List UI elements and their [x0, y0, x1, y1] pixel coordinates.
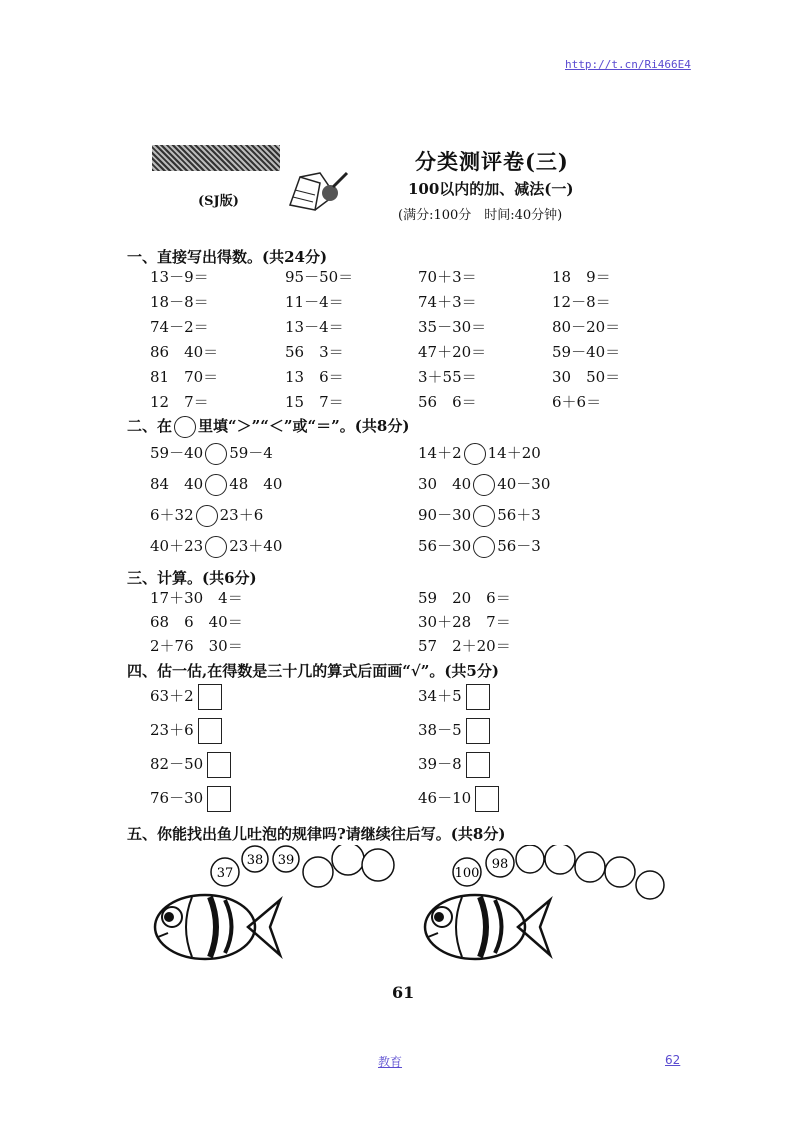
bubble[interactable] — [605, 857, 635, 887]
comparison-left: 56－30 — [418, 537, 472, 555]
estimate-expression: 23＋6 — [150, 721, 194, 739]
equation: 3＋55＝ — [418, 368, 477, 386]
comparison-left: 59－40 — [150, 444, 204, 462]
section1-heading: 一、直接写出得数。(共24分) — [127, 248, 328, 266]
bubble[interactable] — [303, 857, 333, 887]
equation: 47＋20＝ — [418, 343, 487, 361]
equation: 13－9＝ — [150, 268, 209, 286]
fish-2 — [425, 895, 550, 959]
estimate-item — [150, 752, 231, 778]
comparison-circle[interactable] — [196, 505, 218, 527]
equation: 74－2＝ — [150, 318, 209, 336]
comparison-right: 23＋6 — [219, 506, 264, 524]
bubble[interactable] — [636, 871, 664, 899]
section2-heading — [127, 415, 409, 438]
score-time: (满分:100分 时间:40分钟) — [398, 208, 563, 223]
comparison-left: 14＋2 — [418, 444, 462, 462]
estimate-expression: 39－8 — [418, 755, 462, 773]
comparison-right: 48 40 — [229, 475, 283, 493]
estimate-expression: 38－5 — [418, 721, 462, 739]
equation: 86 40＝ — [150, 343, 219, 361]
comparison-circle[interactable] — [205, 474, 227, 496]
fish-illustration-2 — [420, 845, 680, 975]
comparison-right: 40－30 — [497, 475, 551, 493]
book-icon — [285, 165, 355, 215]
equation: 95－50＝ — [285, 268, 354, 286]
equation: 15 7＝ — [285, 393, 344, 411]
bubble[interactable] — [545, 845, 575, 874]
section5-heading: 五、你能找出鱼儿吐泡的规律吗?请继续往后写。(共8分) — [127, 825, 506, 843]
bubble[interactable] — [575, 852, 605, 882]
comparison-right: 59－4 — [229, 444, 273, 462]
equation: 59－40＝ — [552, 343, 621, 361]
series-badge — [152, 145, 280, 171]
equation: 30 50＝ — [552, 368, 621, 386]
equation: 6＋6＝ — [552, 393, 602, 411]
comparison-left: 40＋23 — [150, 537, 204, 555]
equation: 56 6＝ — [418, 393, 477, 411]
comparison-circle[interactable] — [205, 443, 227, 465]
equation: 13 6＝ — [285, 368, 344, 386]
estimate-item — [150, 684, 222, 710]
check-box[interactable] — [475, 786, 499, 812]
check-box[interactable] — [466, 752, 490, 778]
bubble-number: 37 — [216, 866, 234, 881]
estimate-item — [150, 786, 231, 812]
bubble[interactable] — [516, 845, 544, 873]
comparison-item — [150, 442, 273, 465]
comparison-item — [150, 535, 282, 558]
comparison-left: 30 40 — [418, 475, 472, 493]
estimate-expression: 76－30 — [150, 789, 204, 807]
check-box[interactable] — [466, 684, 490, 710]
fish1-bubbles — [211, 845, 394, 887]
estimate-item — [418, 786, 499, 812]
comparison-circle[interactable] — [473, 536, 495, 558]
comparison-left: 6＋32 — [150, 506, 194, 524]
bubble[interactable] — [362, 849, 394, 881]
check-box[interactable] — [198, 718, 222, 744]
footer-link[interactable]: 教育 — [378, 1055, 403, 1069]
bubble-number: 100 — [454, 866, 480, 881]
equation: 74＋3＝ — [418, 293, 477, 311]
circle-icon — [174, 416, 196, 438]
comparison-circle[interactable] — [205, 536, 227, 558]
bubble-number: 39 — [277, 853, 295, 868]
equation: 18 9＝ — [552, 268, 611, 286]
equation: 70＋3＝ — [418, 268, 477, 286]
equation: 12－8＝ — [552, 293, 611, 311]
fish-1 — [155, 895, 280, 959]
comparison-left: 84 40 — [150, 475, 204, 493]
section2-heading-a: 二、在 — [127, 417, 173, 435]
estimate-expression: 34＋5 — [418, 687, 462, 705]
page-subtitle: 100以内的加、减法(一) — [408, 180, 574, 198]
equation: 56 3＝ — [285, 343, 344, 361]
comparison-left: 90－30 — [418, 506, 472, 524]
estimate-item — [150, 718, 222, 744]
comparison-right: 56＋3 — [497, 506, 541, 524]
check-box[interactable] — [207, 752, 231, 778]
equation: 81 70＝ — [150, 368, 219, 386]
comparison-circle[interactable] — [473, 474, 495, 496]
comparison-item — [418, 535, 541, 558]
calculation: 57 2＋20＝ — [418, 637, 511, 655]
comparison-item — [418, 473, 550, 496]
bubble-number: 38 — [246, 853, 264, 868]
estimate-item — [418, 684, 490, 710]
estimate-expression: 63＋2 — [150, 687, 194, 705]
equation: 11－4＝ — [285, 293, 344, 311]
comparison-right: 56－3 — [497, 537, 541, 555]
comparison-item — [418, 504, 541, 527]
equation: 12 7＝ — [150, 393, 209, 411]
fish-illustration-1 — [150, 845, 400, 975]
comparison-right: 23＋40 — [229, 537, 283, 555]
check-box[interactable] — [198, 684, 222, 710]
header-link[interactable]: http://t.cn/Ri466E4 — [565, 58, 691, 71]
calculation: 59 20 6＝ — [418, 589, 511, 607]
page-number: 61 — [392, 983, 415, 1002]
footer-page-link[interactable]: 62 — [665, 1053, 681, 1067]
section2-heading-b: 里填“＞”“＜”或“＝”。(共8分) — [198, 417, 410, 435]
comparison-item — [150, 504, 263, 527]
calculation: 30＋28 7＝ — [418, 613, 511, 631]
check-box[interactable] — [466, 718, 490, 744]
bubble[interactable] — [332, 845, 364, 875]
fish2-bubbles — [453, 845, 664, 899]
calculation: 2＋76 30＝ — [150, 637, 243, 655]
estimate-expression: 46－10 — [418, 789, 472, 807]
check-box[interactable] — [207, 786, 231, 812]
edition-label: (SJ版) — [198, 194, 239, 209]
bubble-number: 98 — [491, 857, 509, 872]
comparison-right: 14＋20 — [487, 444, 541, 462]
estimate-item — [418, 752, 490, 778]
comparison-item — [150, 473, 282, 496]
calculation: 17＋30 4＝ — [150, 589, 243, 607]
estimate-item — [418, 718, 490, 744]
calculation: 68 6 40＝ — [150, 613, 243, 631]
section3-heading: 三、计算。(共6分) — [127, 569, 257, 587]
equation: 80－20＝ — [552, 318, 621, 336]
comparison-circle[interactable] — [473, 505, 495, 527]
page-title: 分类测评卷(三) — [415, 149, 569, 174]
section4-heading: 四、估一估,在得数是三十几的算式后面画“√”。(共5分) — [127, 662, 499, 680]
comparison-circle[interactable] — [464, 443, 486, 465]
estimate-expression: 82－50 — [150, 755, 204, 773]
equation: 35－30＝ — [418, 318, 487, 336]
equation: 13－4＝ — [285, 318, 344, 336]
comparison-item — [418, 442, 541, 465]
equation: 18－8＝ — [150, 293, 209, 311]
